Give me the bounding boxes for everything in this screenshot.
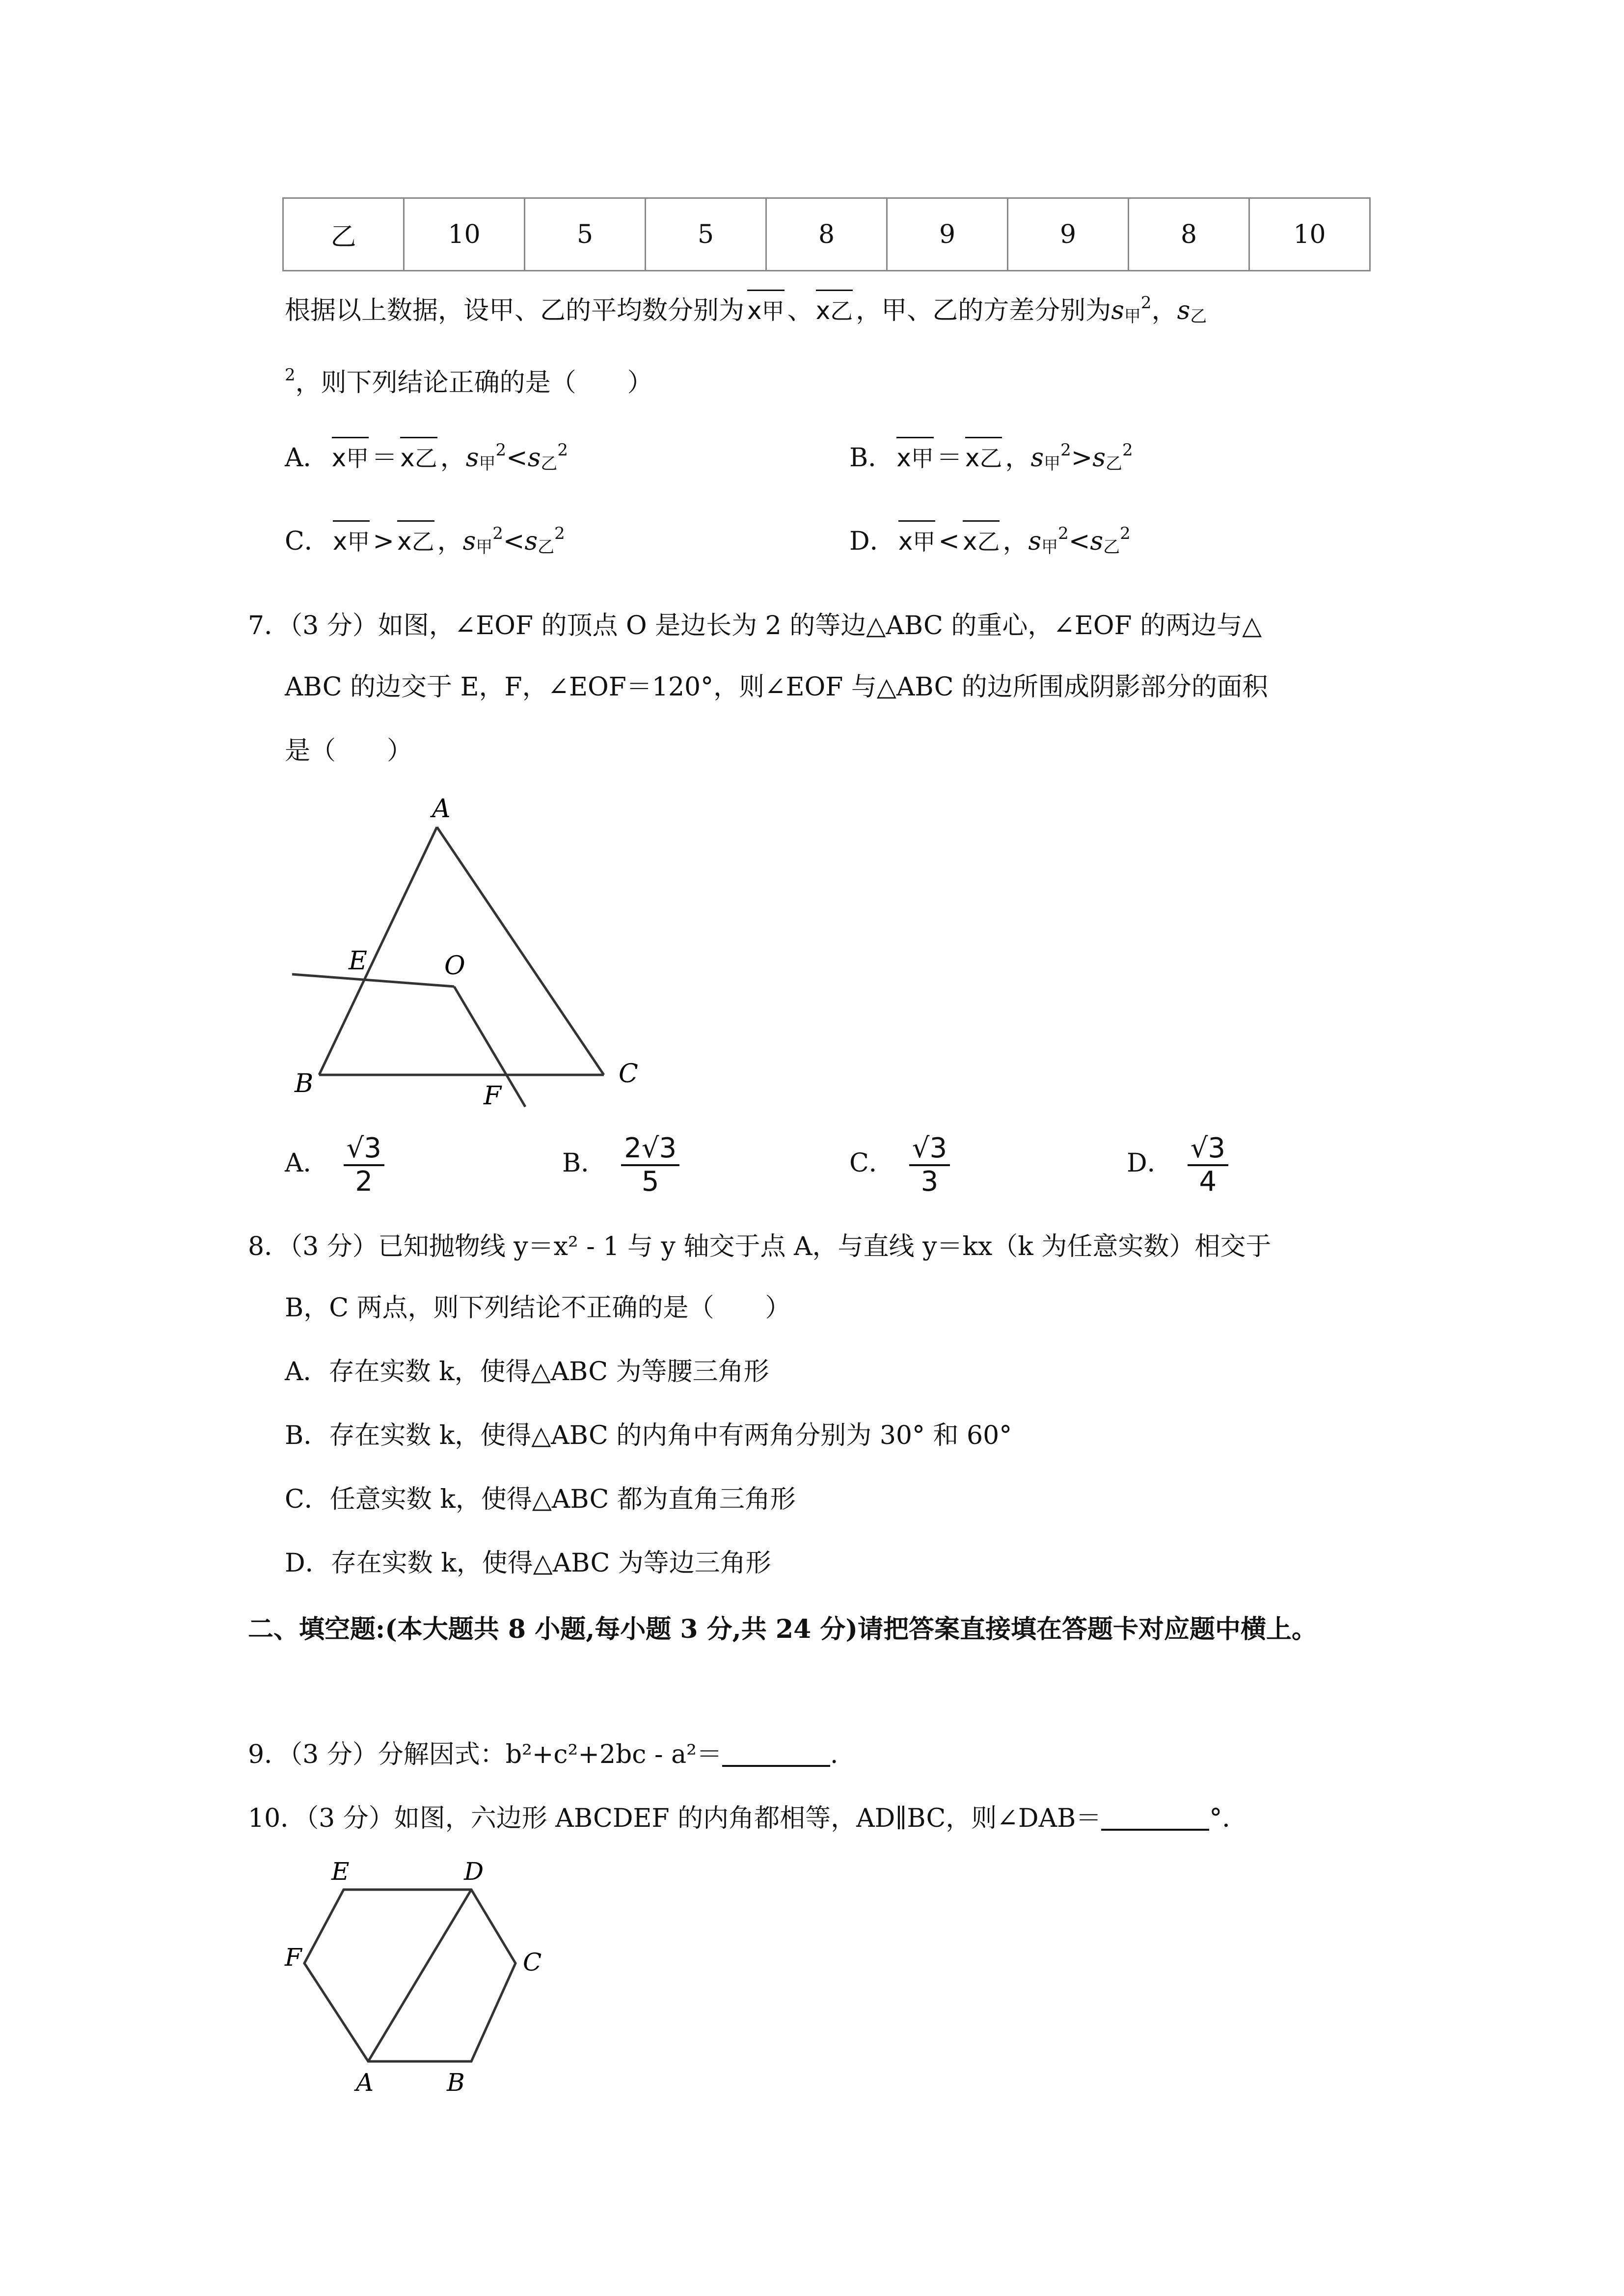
table-cell: 5 (525, 198, 646, 271)
q6-option-d: D． x甲 < x乙 ，$s_甲^2<s_乙^2$ (849, 520, 1131, 559)
q7-option-c: C． $\frac{√3}{3}$ (849, 1129, 950, 1198)
label-a: A (432, 794, 451, 824)
q6-stem-end: $^2$，则下列结论正确的是（ ） (285, 365, 653, 398)
table-cell: 8 (1129, 198, 1249, 271)
label-b: B (447, 2068, 465, 2097)
score-table (282, 197, 1371, 271)
q7-option-d: D． $\frac{√3}{4}$ (1127, 1129, 1228, 1198)
q7-line2: ABC 的边交于 E，F，∠EOF＝120°，则∠EOF 与△ABC 的边所围成阴影部分的面积 (285, 672, 1268, 702)
table-cell: 5 (646, 198, 766, 271)
q8-line1: 8．（3 分）已知抛物线 y＝x² ‑ 1 与 y 轴交于点 A，与直线 y＝kx（k 为任意实数）相交于 (248, 1232, 1272, 1261)
table-row (283, 198, 1370, 271)
label-e: E (331, 1857, 350, 1886)
ray-oe (292, 974, 454, 987)
q8-option-d: D．存在实数 k，使得△ABC 为等边三角形 (285, 1548, 771, 1578)
q6-option-c: C． x甲 > x乙 ，$s_甲^2<s_乙^2$ (285, 520, 565, 559)
q8-option-b: B．存在实数 k，使得△ABC 的内角中有两角分别为 30° 和 60° (285, 1421, 1012, 1450)
label-f: F (285, 1943, 302, 1972)
label-a: A (356, 2068, 374, 2097)
table-cell: 9 (1008, 198, 1129, 271)
answer-blank (1101, 1804, 1209, 1831)
table-cell: 10 (1249, 198, 1370, 271)
q9-line: 9．（3 分）分解因式：b²+c²+2bc ‑ a²＝ . (248, 1740, 839, 1769)
mean-yi: x乙 (816, 290, 853, 328)
q7-line1: 7．（3 分）如图，∠EOF 的顶点 O 是边长为 2 的等边△ABC 的重心，∠EOF 的两边与△ (248, 611, 1262, 641)
section-heading: 二、填空题:(本大题共 8 小题,每小题 3 分,共 24 分)请把答案直接填在答题卡对应题中横上。 (248, 1614, 1317, 1644)
triangle-figure (275, 785, 677, 1119)
diagonal-ad (368, 1890, 471, 2061)
q7-line3: 是（ ） (285, 736, 413, 766)
label-e: E (349, 946, 367, 976)
label-c: C (619, 1059, 638, 1089)
label-c: C (523, 1948, 542, 1976)
hexagon (304, 1890, 515, 2061)
label-b: B (295, 1069, 314, 1098)
q8-option-a: A．存在实数 k，使得△ABC 为等腰三角形 (285, 1357, 769, 1387)
label-o: O (444, 951, 465, 981)
label-d: D (464, 1857, 484, 1886)
table-row-label: 乙 (283, 198, 404, 271)
q7-option-b: B． $\frac{2√3}{5}$ (562, 1129, 679, 1198)
q10-line: 10．（3 分）如图，六边形 ABCDEF 的内角都相等，AD∥BC，则∠DAB＝ °． (248, 1804, 1248, 1833)
table-cell: 10 (404, 198, 525, 271)
q7-option-a: A． $\frac{√3}{2}$ (285, 1129, 384, 1198)
label-f: F (484, 1081, 502, 1111)
answer-blank (722, 1740, 830, 1767)
q6-stem: 根据以上数据，设甲、乙的平均数分别为 x甲 、 x乙 ，甲、乙的方差分别为$s_甲^2$，$s_乙$ (285, 290, 1207, 328)
q6-option-a: A． x甲 ＝ x乙 ，$s_甲^2<s_乙^2$ (285, 437, 568, 476)
q6-option-b: B． x甲 ＝ x乙 ，$s_甲^2>s_乙^2$ (849, 437, 1133, 476)
hexagon-figure (275, 1845, 569, 2101)
q8-option-c: C．任意实数 k，使得△ABC 都为直角三角形 (285, 1485, 796, 1514)
table-cell: 9 (887, 198, 1008, 271)
mean-jia: x甲 (747, 290, 785, 328)
q8-line2: B，C 两点，则下列结论不正确的是（ ） (285, 1293, 791, 1323)
table-cell: 8 (766, 198, 887, 271)
side-ab (319, 827, 437, 1075)
